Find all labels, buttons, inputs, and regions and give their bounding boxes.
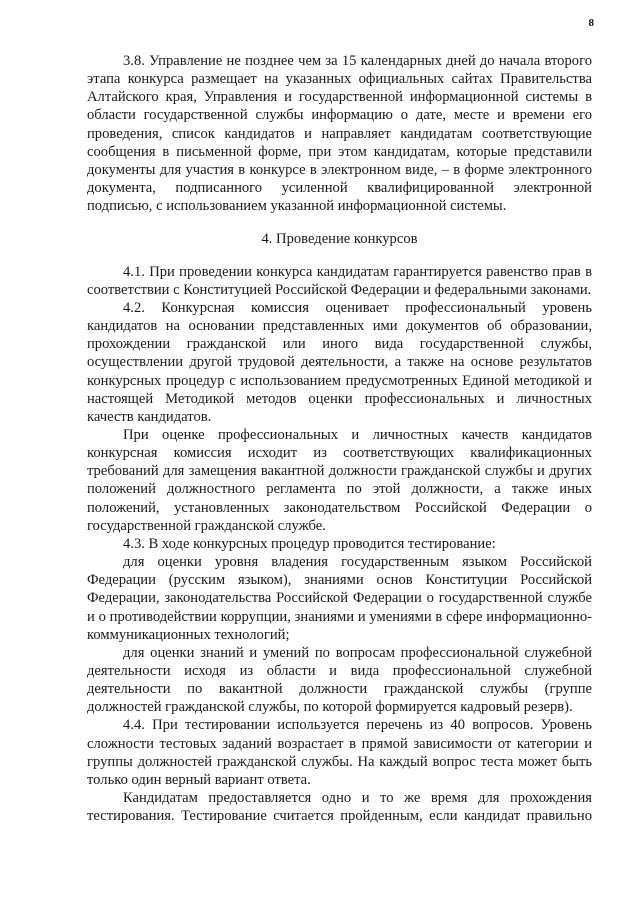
paragraph-4-3-item-b: для оценки знаний и умений по вопросам профессиональной служебной деятельности исходя из области и вида профессиональной служебной деятельности по вакантной должности гражданской службы (группе должностей гражданской службы, по которой формируется кадровый резерв).	[87, 644, 592, 716]
paragraph-4-3: 4.3. В ходе конкурсных процедур проводится тестирование:	[123, 535, 496, 552]
paragraph-4-4: 4.4. При тестировании используется перечень из 40 вопросов. Уровень сложности тестовых заданий возрастает в прямой зависимости от категории и группы должностей гражданской службы. На каждый вопрос теста может быть только один верный вариант ответа.	[87, 717, 592, 788]
paragraph-4-2: 4.2. Конкурсная комиссия оценивает профессиональный уровень кандидатов на основании представленных ими документов об образовании, прохождении гражданской или иного вида государственной службы, осуществлении другой трудовой деятельности, а также на основе результатов конкурсных процедур с использованием предусмотренных Единой методикой и настоящей Методикой методов оценки профессиональных и личностных качеств кандидатов.	[87, 299, 592, 425]
paragraph-3-8: 3.8. Управление не позднее чем за 15 календарных дней до начала второго этапа конкурса размещает на указанных официальных сайтах Правительства Алтайского края, Управления и государственной информационной системы в области государственной службы информацию о дате, месте и времени его проведения, список кандидатов и направляет кандидатам соответствующие сообщения в письменной форме, при этом кандидатам, которые представили документы для участия в конкурсе в электронном виде, – в форме электронного документа, подписанного усиленной квалифицированной электронной подписью, с использованием указанной информационной системы.	[87, 53, 592, 215]
paragraph-4-1: 4.1. При проведении конкурса кандидатам гарантируется равенство прав в соответствии с Конституцией Российской Федерации и федеральными законами.	[87, 263, 592, 298]
paragraph-4-3-item-a: для оценки уровня владения государственным языком Российской Федерации (русским языком), знаниями основ Конституции Российской Федерации, законодательства Российской Федерации о государственной службе и о противодействии коррупции, знаниями и умениями в сфере информационно-коммуникационных технологий;	[87, 554, 592, 643]
section-heading: 4. Проведение конкурсов	[261, 231, 418, 248]
paragraph-4-2-continued: При оценке профессиональных и личностных качеств кандидатов конкурсная комиссия исходит из соответствующих квалификационных требований для замещения вакантной должности гражданской службы и других положений должностного регламента по этой должности, а также иных положений, установленных законодательством Российской Федерации о государственной гражданской службе.	[87, 426, 592, 534]
page-number: 8	[588, 17, 594, 29]
paragraph-4-4-continued: Кандидатам предоставляется одно и то же время для прохождения тестирования. Тестирование считается пройденным, если кандидат правильно	[87, 790, 592, 825]
